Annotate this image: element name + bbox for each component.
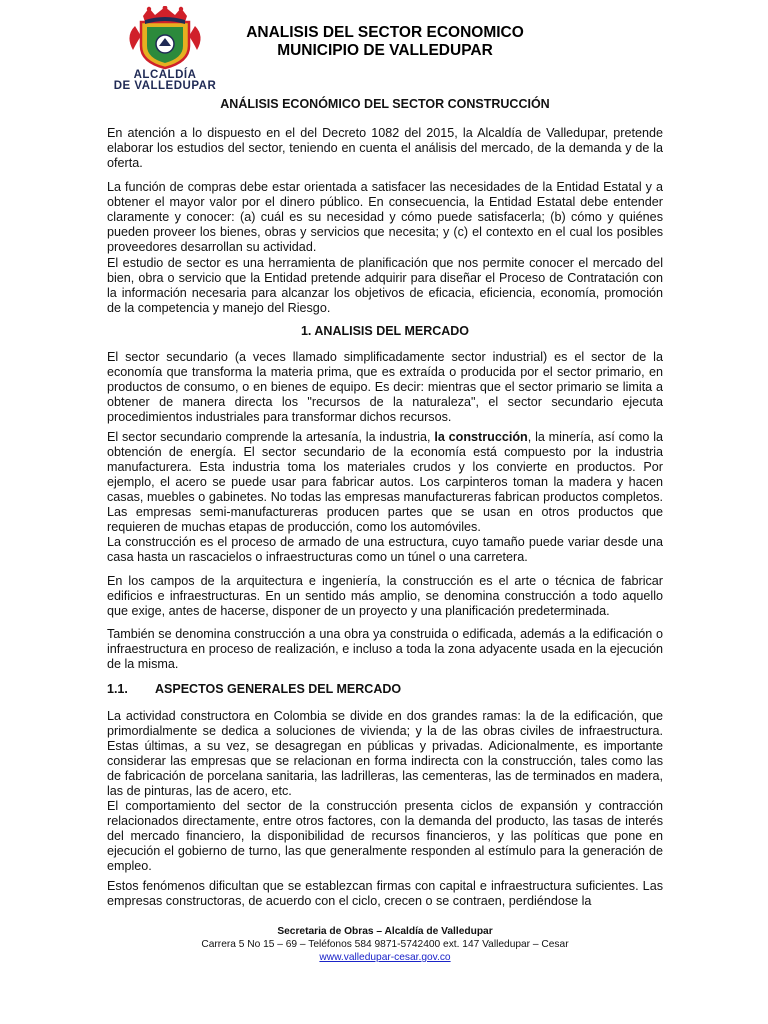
- coat-of-arms-icon: [121, 6, 209, 70]
- section-heading-market-analysis: 1. ANALISIS DEL MERCADO: [300, 324, 470, 338]
- paragraph-sector-study: El estudio de sector es una herramienta de planificación que nos permite conocer el mercado del bien, obra o servicio que la Entidad pretende adquirir para diseñar el Proceso de Contratación con la información necesaria para alcanzar los objetivos de eficacia, eficiencia, economía, promoción de la competencia y manejo del Riesgo.: [107, 256, 663, 315]
- paragraph-construction-colombia: La actividad constructora en Colombia se divide en dos grandes ramas: la de la edificación, que primordialmente se dedica a soluciones de vivienda; y la de las obras civiles de infraestructura. Estas últimas, a su vez, se desagregan en públicas y privadas. Adicionalmente, es importante considerar las empresas que se relacionan en forma indirecta con la construcción, tales como las de fabricación de porcelana sanitaria, las ladrilleras, las cementeras, las de terminados en madera, las de pinturas, las de acero, etc.: [107, 709, 663, 798]
- bold-construction: la construcción: [434, 430, 528, 444]
- paragraph-built-work: También se denomina construcción a una obra ya construida o edificada, además a la edificación o infraestructura en proceso de realización, e incluso a toda la zona adyacente usada en la ejecución de la misma.: [107, 627, 663, 671]
- section-title: ASPECTOS GENERALES DEL MERCADO: [155, 682, 402, 696]
- document-title: ANÁLISIS ECONÓMICO DEL SECTOR CONSTRUCCIÓN: [220, 97, 550, 111]
- paragraph-architecture: En los campos de la arquitectura e ingeniería, la construcción es el arte o técnica de fabricar edificios e infraestructuras. En un sentido más amplio, se denomina construcción a todo aquello que exige, antes de hacerse, disponer de un proyecto y una planificación predeterminada.: [107, 574, 663, 618]
- footer-office: Secretaria de Obras – Alcaldía de Valledupar: [277, 926, 493, 937]
- header-title: ANALISIS DEL SECTOR ECONOMICO: [246, 24, 524, 41]
- text-span: El sector secundario comprende la artesanía, la industria,: [107, 430, 435, 444]
- section-number: 1.1.: [107, 682, 128, 696]
- paragraph-construction-definition: La construcción es el proceso de armado de una estructura, cuyo tamaño puede variar desde una casa hasta un rascacielos o infraestructuras como un túnel o una carretera.: [107, 535, 663, 564]
- website-link[interactable]: www.valledupar-cesar.gov.co: [319, 952, 451, 963]
- header-subtitle: MUNICIPIO DE VALLEDUPAR: [277, 42, 493, 59]
- footer-website: [107, 951, 663, 964]
- logo-text-line1: ALCALDÍA: [133, 69, 197, 81]
- paragraph-purchasing: La función de compras debe estar orientada a satisfacer las necesidades de la Entidad Estatal y a obtener el mayor valor por el dinero público. En consecuencia, la Entidad Estatal debe entender claramente y conocer: (a) cuál es su necesidad y cómo puede satisfacerla; (b) cómo y quiénes pueden proveer los bienes, obras y servicios que necesita; y (c) el contexto en el cual los posibles proveedores desarrollan su actividad.: [107, 180, 663, 254]
- paragraph-secondary-sector: El sector secundario (a veces llamado simplificadamente sector industrial) es el sector de la economía que transforma la materia prima, que es extraída o producida por el sector primario, en productos de consumo, o en bienes de equipo. Es decir: mientras que el sector primario se limita a obtener de manera directa los "recursos de la naturaleza", el sector secundario ejecuta procedimientos industriales para transformar dichos recursos.: [107, 350, 663, 424]
- paragraph-phenomena: Estos fenómenos dificultan que se establezcan firmas con capital e infraestructura suficientes. Las empresas constructoras, de acuerdo con el ciclo, crecen o se contraen, perdiéndose la: [107, 879, 663, 908]
- paragraph-cycles: El comportamiento del sector de la construcción presenta ciclos de expansión y contracción relacionados directamente, entre otros factores, con la demanda del producto, las tasas de interés del mercado financiero, la disponibilidad de recursos financieros, y las políticas que pone en ejecución el gobierno de turno, las que generalmente responden al estímulo para la generación de empleo.: [107, 799, 663, 873]
- section-heading-general-aspects: [107, 682, 663, 696]
- paragraph-decree: En atención a lo dispuesto en el del Decreto 1082 del 2015, la Alcaldía de Valledupar, pretende elaborar los estudios del sector, teniendo en cuenta el análisis del mercado, de la demanda y de la oferta.: [107, 126, 663, 170]
- logo-text-line2: DE VALLEDUPAR: [113, 80, 217, 92]
- alcaldia-logo: [103, 6, 227, 92]
- text-span: , la minería, así como la obtención de energía. El sector secundario de la economía está compuesto por la industria manufacturera. Esta industria toma los materiales crudos y los convierte en productos. Por ejemplo, el acero se puede usar para fabricar autos. Los carpinteros toman la madera y hacen casas, muebles o gabinetes. No todas las empresas manufactureras fabrican productos completos. Las empresas semi-manufactureras producen partes que se usan en otros productos que requieren de muchas etapas de producción, como los automóviles.: [107, 430, 664, 534]
- footer-address: Carrera 5 No 15 – 69 – Teléfonos 584 9871-5742400 ext. 147 Valledupar – Cesar: [201, 939, 569, 950]
- paragraph-secondary-sector-components: [107, 430, 663, 535]
